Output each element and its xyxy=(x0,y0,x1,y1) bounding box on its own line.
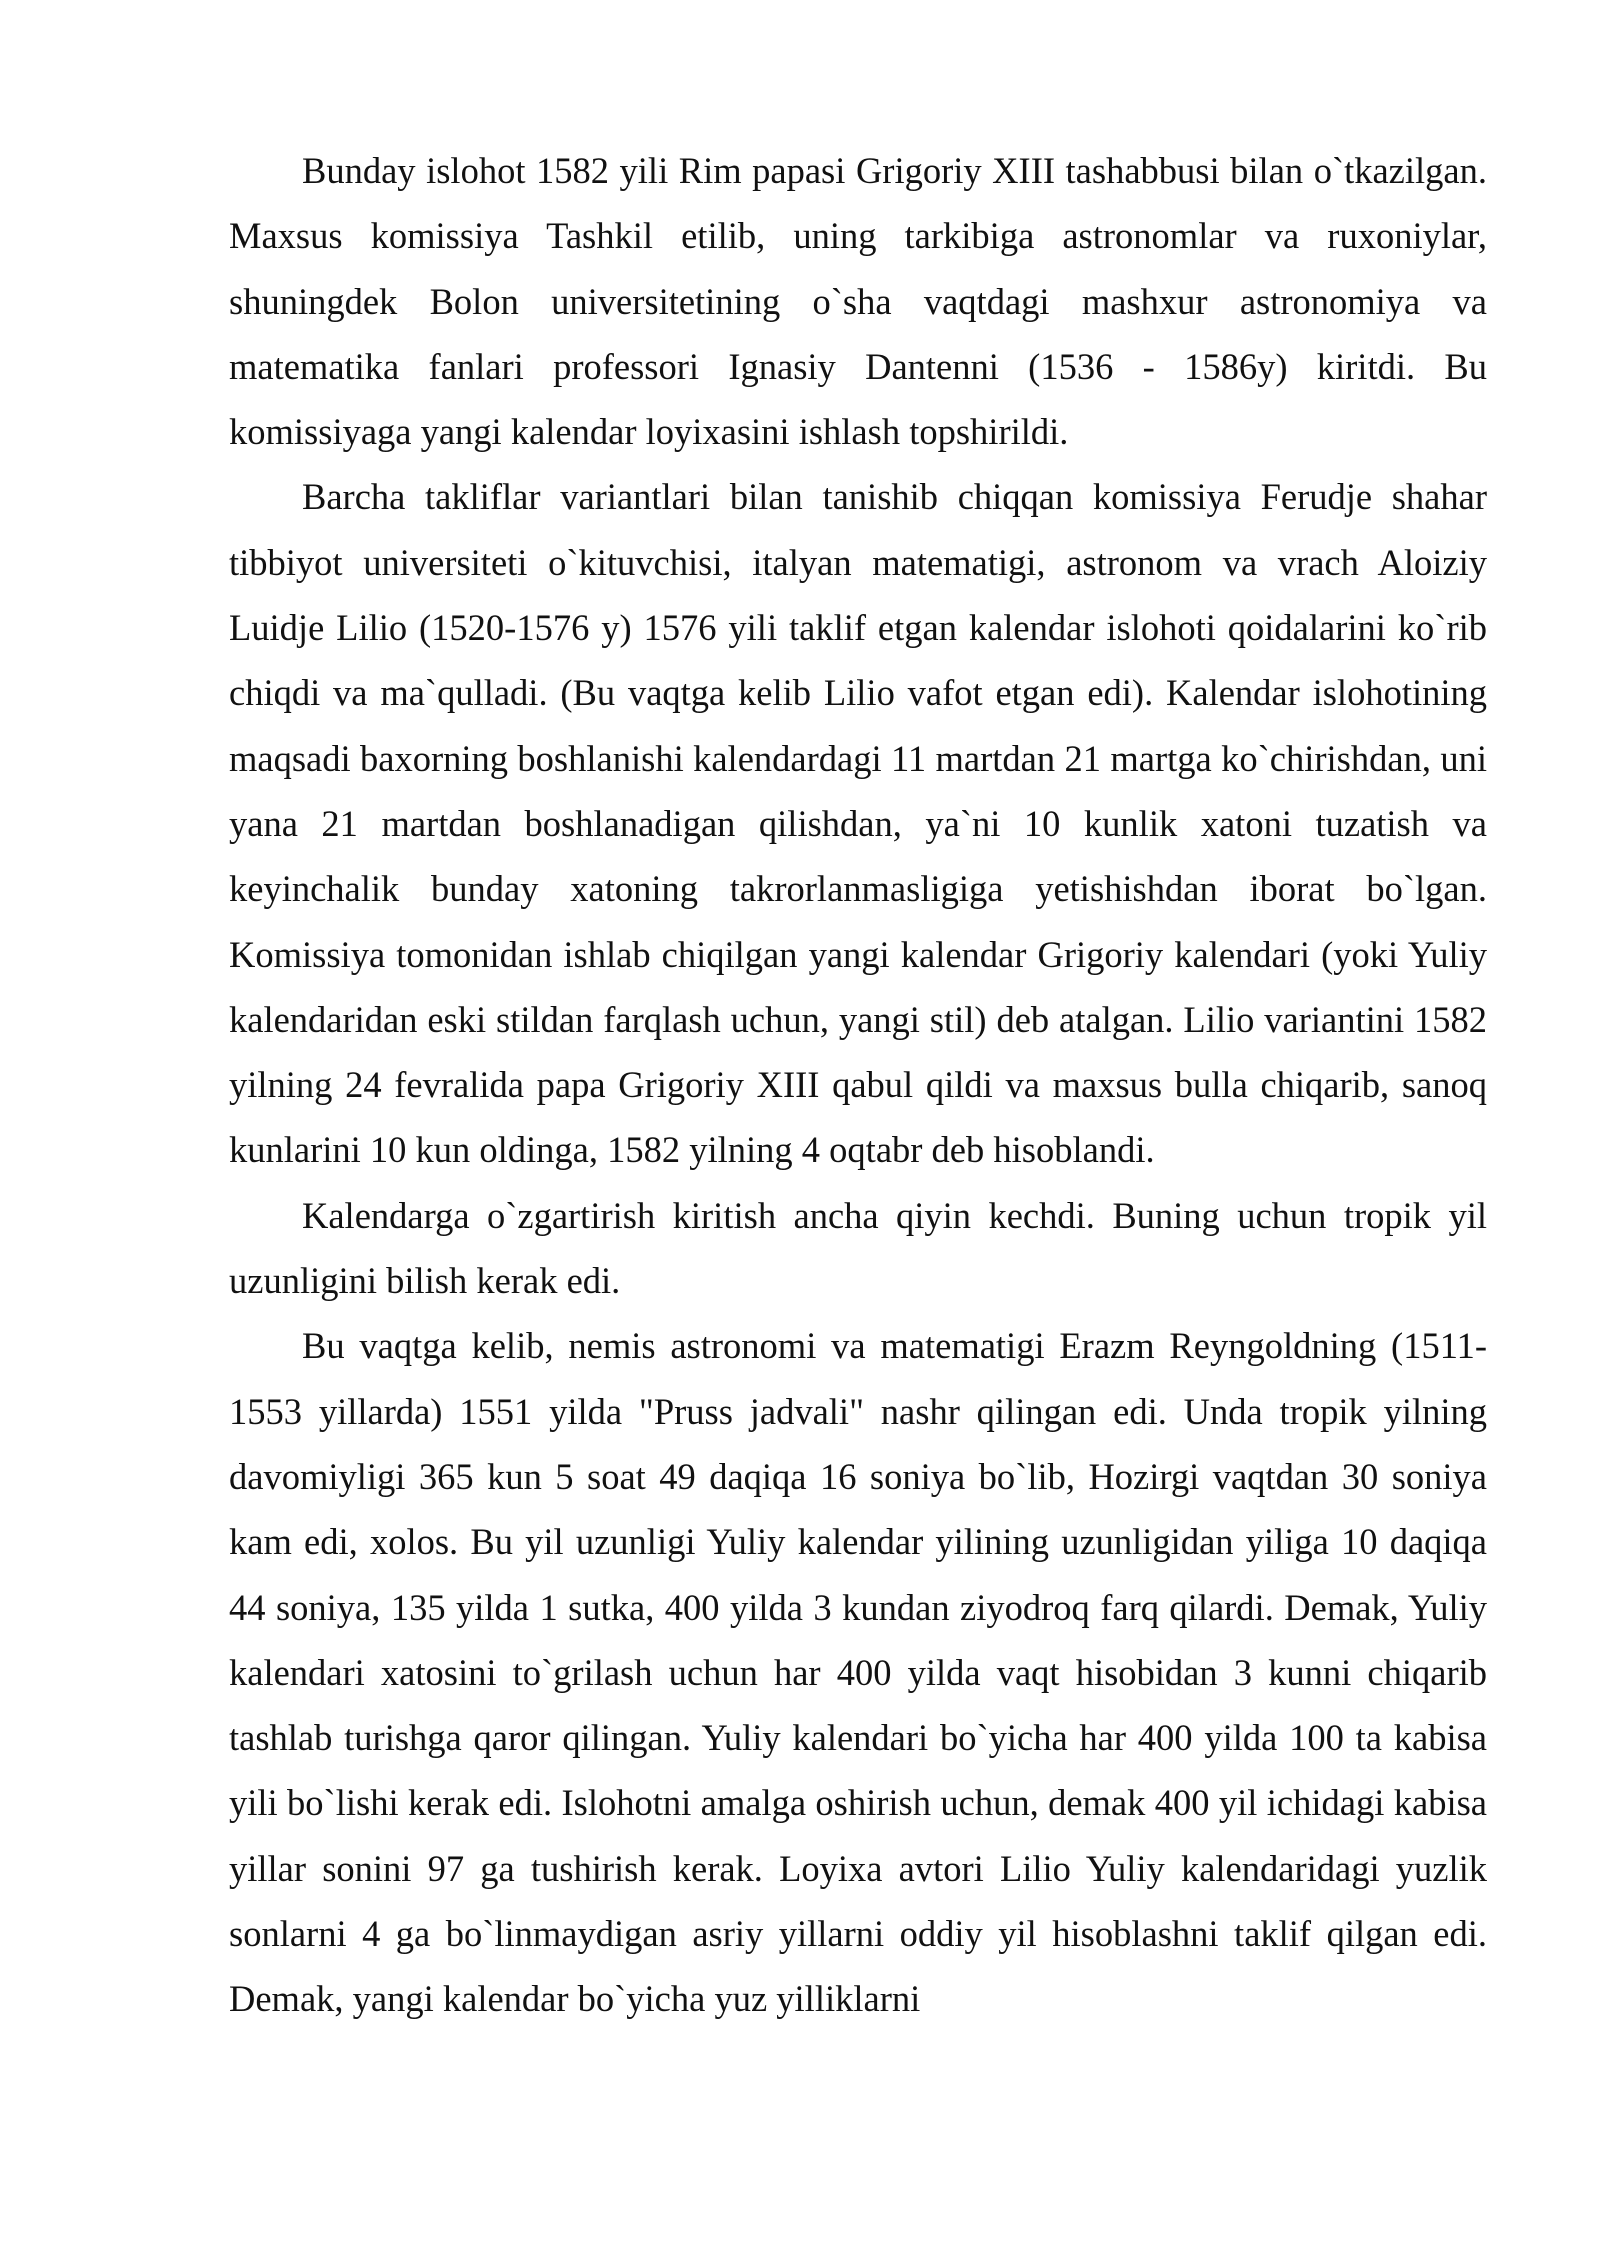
paragraph-reform-1582: Bunday islohot 1582 yili Rim papasi Grigoriy XIII tashabbusi bilan o`tkazilgan. Maxsus komissiya Tashkil etilib, uning tarkibiga astronomlar va ruxoniylar, shuningdek Bolon universitetining o`sha vaqtdagi mashxur astronomiya va matematika fanlari professori Ignasiy Dantenni (1536 - 1586y) kiritdi. Bu komissiyaga yangi kalendar loyixasini ishlash topshirildi. xyxy=(229,150,1487,453)
paragraph-reinhold-tables: Bu vaqtga kelib, nemis astronomi va matematigi Erazm Reyngoldning (1511-1553 yillarda) 1551 yilda "Pruss jadvali" nashr qilingan edi. Unda tropik yilning davomiyligi 365 kun 5 soat 49 daqiqa 16 soniya bo`lib, Hozirgi vaqtdan 30 soniya kam edi, xolos. Bu yil uzunligi Yuliy kalendar yilining uzunligidan yiliga 10 daqiqa 44 soniya, 135 yilda 1 sutka, 400 yilda 3 kundan ziyodroq farq qilardi. Demak, Yuliy kalendari xatosini to`grilash uchun har 400 yilda vaqt hisobidan 3 kunni chiqarib tashlab turishga qaror qilingan. Yuliy kalendari bo`yicha har 400 yilda 100 ta kabisa yili bo`lishi kerak edi. Islohotni amalga oshirish uchun, demak 400 yil ichidagi kabisa yillar sonini 97 ga tushirish kerak. Loyixa avtori Lilio Yuliy kalendaridagi yuzlik sonlarni 4 ga bo`linmaydigan asriy yillarni oddiy yil hisoblashni taklif qilgan edi. Demak, yangi kalendar bo`yicha yuz yilliklarni xyxy=(229,1325,1487,2020)
paragraph-tropical-year: Kalendarga o`zgartirish kiritish ancha qiyin kechdi. Buning uchun tropik yil uzunligini bilish kerak edi. xyxy=(229,1194,1487,1302)
paragraph-lilio-proposal: Barcha takliflar variantlari bilan tanishib chiqqan komissiya Ferudje shahar tibbiyot universiteti o`kituvchisi, italyan matematigi, astronom va vrach Aloiziy Luidje Lilio (1520-1576 y) 1576 yili taklif etgan kalendar islohoti qoidalarini ko`rib chiqdi va ma`qulladi. (Bu vaqtga kelib Lilio vafot etgan edi). Kalendar islohotining maqsadi baxorning boshlanishi kalendardagi 11 martdan 21 martga ko`chirishdan, uni yana 21 martdan boshlanadigan qilishdan, ya`ni 10 kunlik xatoni tuzatish va keyinchalik bunday xatoning takrorlanmasligiga yetishishdan iborat bo`lgan. Komissiya tomonidan ishlab chiqilgan yangi kalendar Grigoriy kalendari (yoki Yuliy kalendaridan eski stildan farqlash uchun, yangi stil) deb atalgan. Lilio variantini 1582 yilning 24 fevralida papa Grigoriy XIII qabul qildi va maxsus bulla chiqarib, sanoq kunlarini 10 kun oldinga, 1582 yilning 4 oqtabr deb hisoblandi. xyxy=(229,476,1487,1171)
document-page xyxy=(229,138,1487,2032)
